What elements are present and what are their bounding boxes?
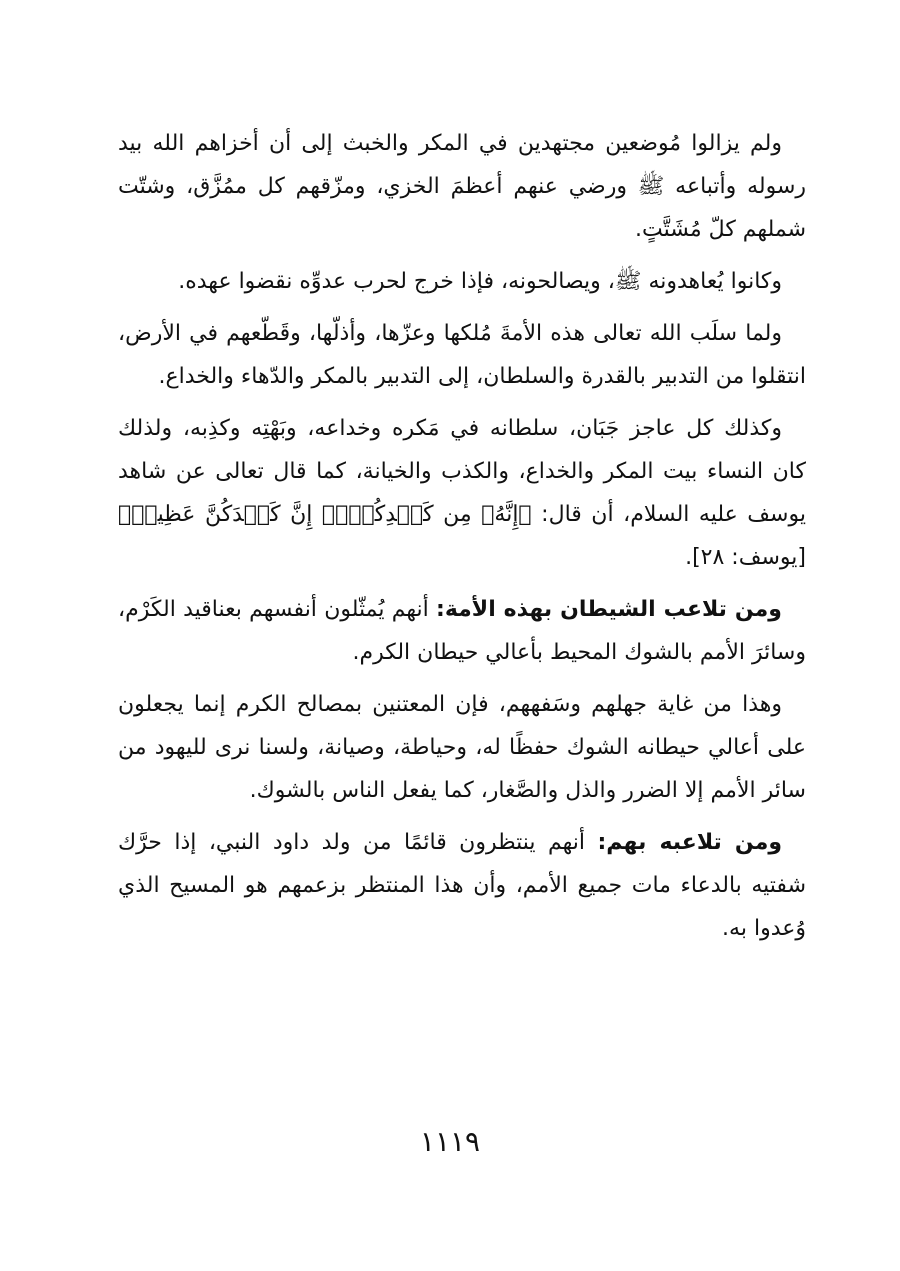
paragraph-6-text: وهذا من غاية جهلهم وسَفههم، فإن المعتنين بمصالح الكرم إنما يجعلون على أعالي حيطانه الشوك حفظًا له، وحياطة، وصيانة، ولسنا نرى لليهود من سائر الأمم إلا الضرر والذل والصَّغار، كما يفعل الناس بالشوك. — [118, 692, 806, 803]
paragraph-3 — [118, 312, 806, 398]
paragraph-5-heading: ومن تلاعب الشيطان بهذه الأمة: — [436, 597, 782, 622]
paragraph-7 — [118, 821, 806, 950]
paragraph-5 — [118, 588, 806, 674]
page-body — [118, 122, 806, 959]
paragraph-1 — [118, 122, 806, 251]
paragraph-6 — [118, 683, 806, 812]
page-number: ١١١٩ — [419, 1125, 481, 1158]
paragraph-7-text: أنهم ينتظرون قائمًا من ولد داود النبي، إذا حرَّك شفتيه بالدعاء مات جميع الأمم، وأن هذا المنتظر بزعمهم هو المسيح الذي وُعدوا به. — [118, 830, 806, 941]
paragraph-4-text: وكذلك كل عاجز جَبَان، سلطانه في مَكره وخداعه، وبَهْتِه وكذِبه، ولذلك كان النساء بيت المكر والخداع، والكذب والخيانة، كما قال تعالى عن شاهد يوسف عليه السلام، أن قال: — [118, 416, 806, 527]
paragraph-3-text: ولما سلَب الله تعالى هذه الأمةَ مُلكها وعزّها، وأذلّها، وقَطّعهم في الأرض، انتقلوا من التدبير بالقدرة والسلطان، إلى التدبير بالمكر والدّهاء والخداع. — [118, 321, 806, 389]
paragraph-5-text: أنهم يُمثّلون أنفسهم بعناقيد الكَرْم، وسائرَ الأمم بالشوك المحيط بأعالي حيطان الكرم. — [118, 597, 806, 665]
paragraph-1-text: ولم يزالوا مُوضعين مجتهدين في المكر والخبث إلى أن أخزاهم الله بيد رسوله وأتباعه ﷺ ورضي عنهم أعظمَ الخزي، ومزّقهم كل ممُزَّق، وشتّت شملهم كلّ مُشَتَّتٍ. — [118, 131, 806, 242]
verse-reference: [يوسف: ٢٨]. — [685, 545, 806, 570]
paragraph-4 — [118, 407, 806, 579]
paragraph-7-heading: ومن تلاعبه بهم: — [597, 830, 783, 855]
paragraph-2-text: وكانوا يُعاهدونه ﷺ، ويصالحونه، فإذا خرج لحرب عدوِّه نقضوا عهده. — [178, 269, 782, 294]
paragraph-2 — [118, 260, 806, 303]
quran-verse: ﴿إِنَّهُۥ مِن كَيۡدِكُنَّۖ إِنَّ كَيۡدَكُنَّ عَظِيمٞ﴾ — [118, 502, 532, 527]
